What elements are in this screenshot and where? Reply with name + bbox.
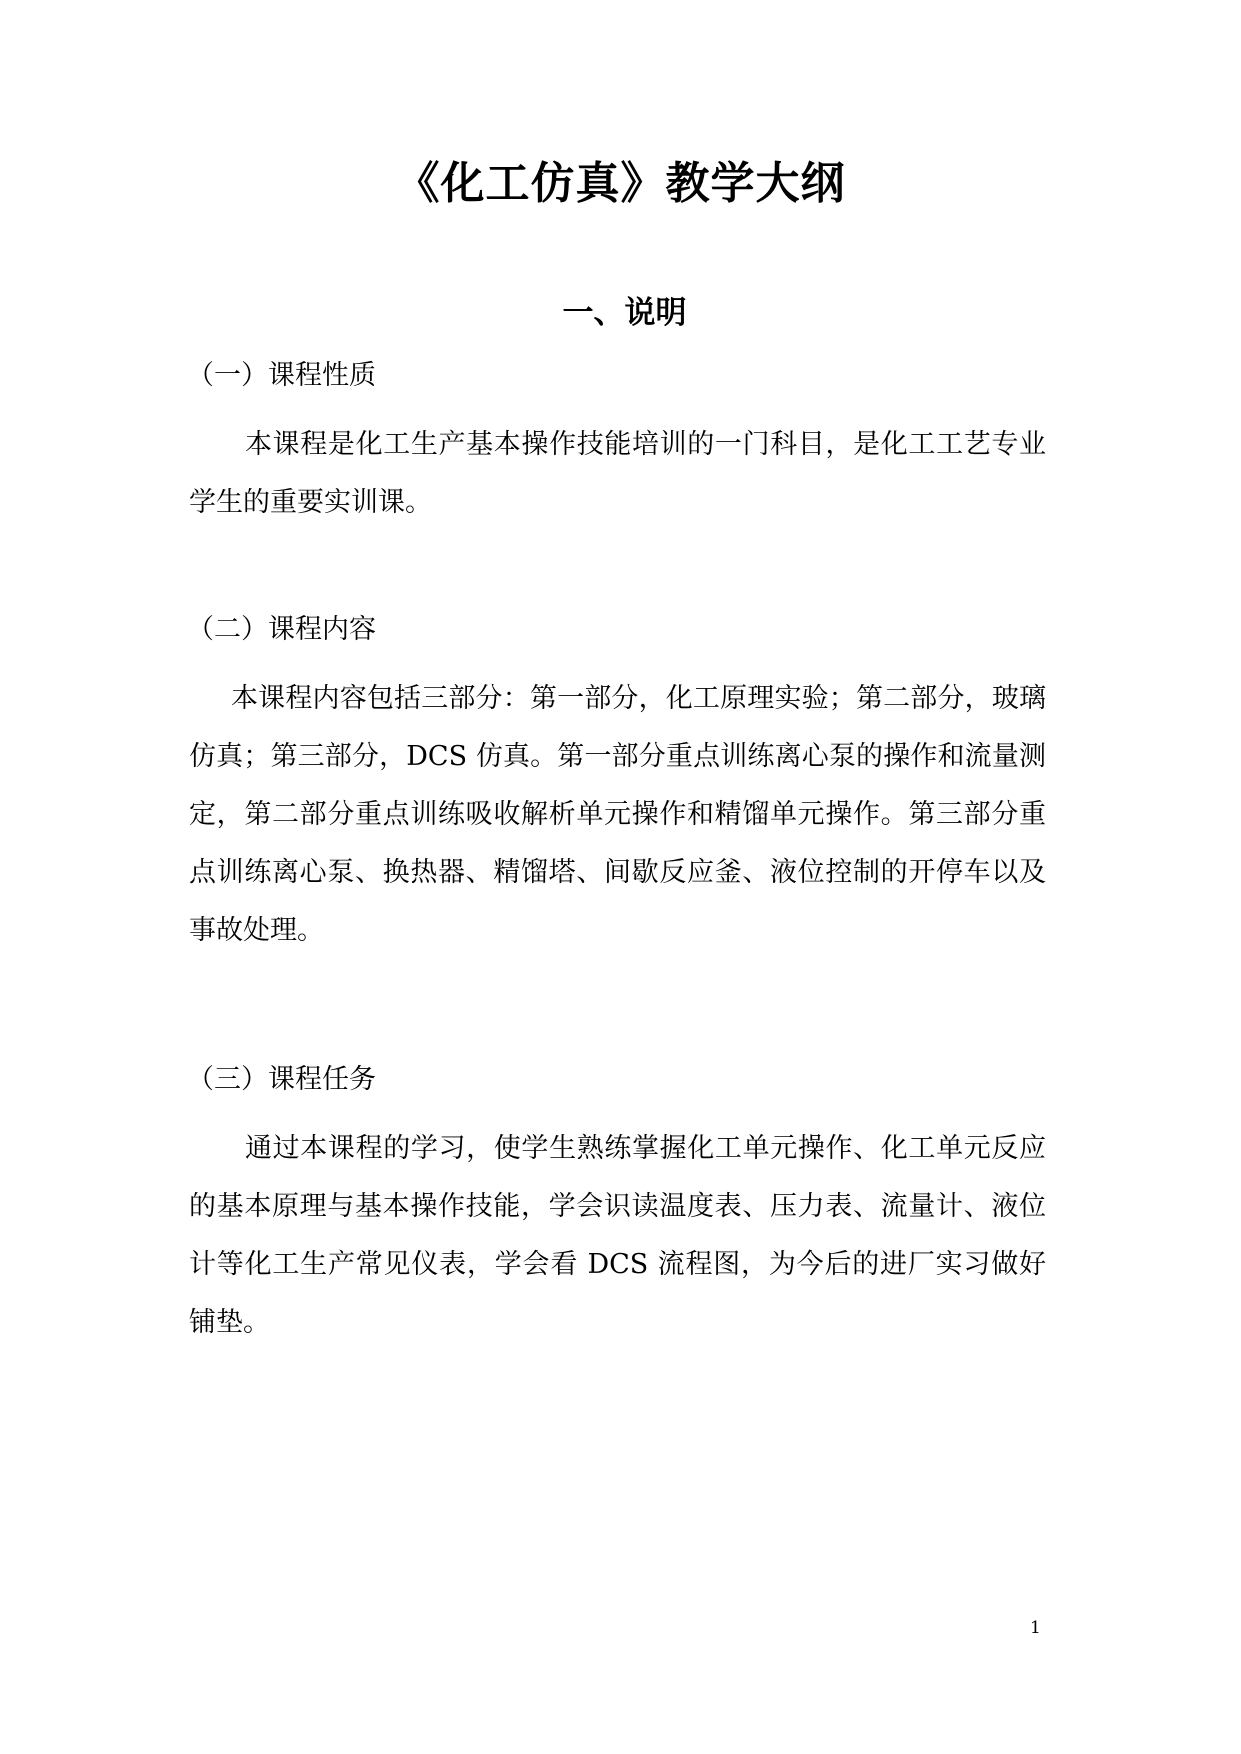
document-title: 《化工仿真》教学大纲 — [395, 158, 846, 209]
section-heading: 一、说明 — [562, 295, 687, 331]
subsection-heading-course-content: （二）课程内容 — [187, 614, 376, 645]
page-number: 1 — [1030, 1618, 1041, 1638]
paragraph-course-content: 本课程内容包括三部分：第一部分，化工原理实验；第二部分，玻璃仿真；第三部分，DCS 仿真。第一部分重点训练离心泵的操作和流量测定，第二部分重点训练吸收解析单元操作和精馏单元操作。第三部分重点训练离心泵、换热器、精馏塔、间歇反应釜、液位控制的开停车以及事故处理。 — [189, 683, 1046, 946]
subsection-heading-course-tasks: （三）课程任务 — [187, 1064, 376, 1095]
subsection-heading-course-nature: （一）课程性质 — [187, 360, 376, 391]
paragraph-course-nature: 本课程是化工生产基本操作技能培训的一门科目，是化工工艺专业学生的重要实训课。 — [189, 429, 1046, 518]
paragraph-course-tasks: 通过本课程的学习，使学生熟练掌握化工单元操作、化工单元反应的基本原理与基本操作技能，学会识读温度表、压力表、流量计、液位计等化工生产常见仪表，学会看 DCS 流程图，为今后的进厂实习做好铺垫。 — [189, 1133, 1046, 1338]
